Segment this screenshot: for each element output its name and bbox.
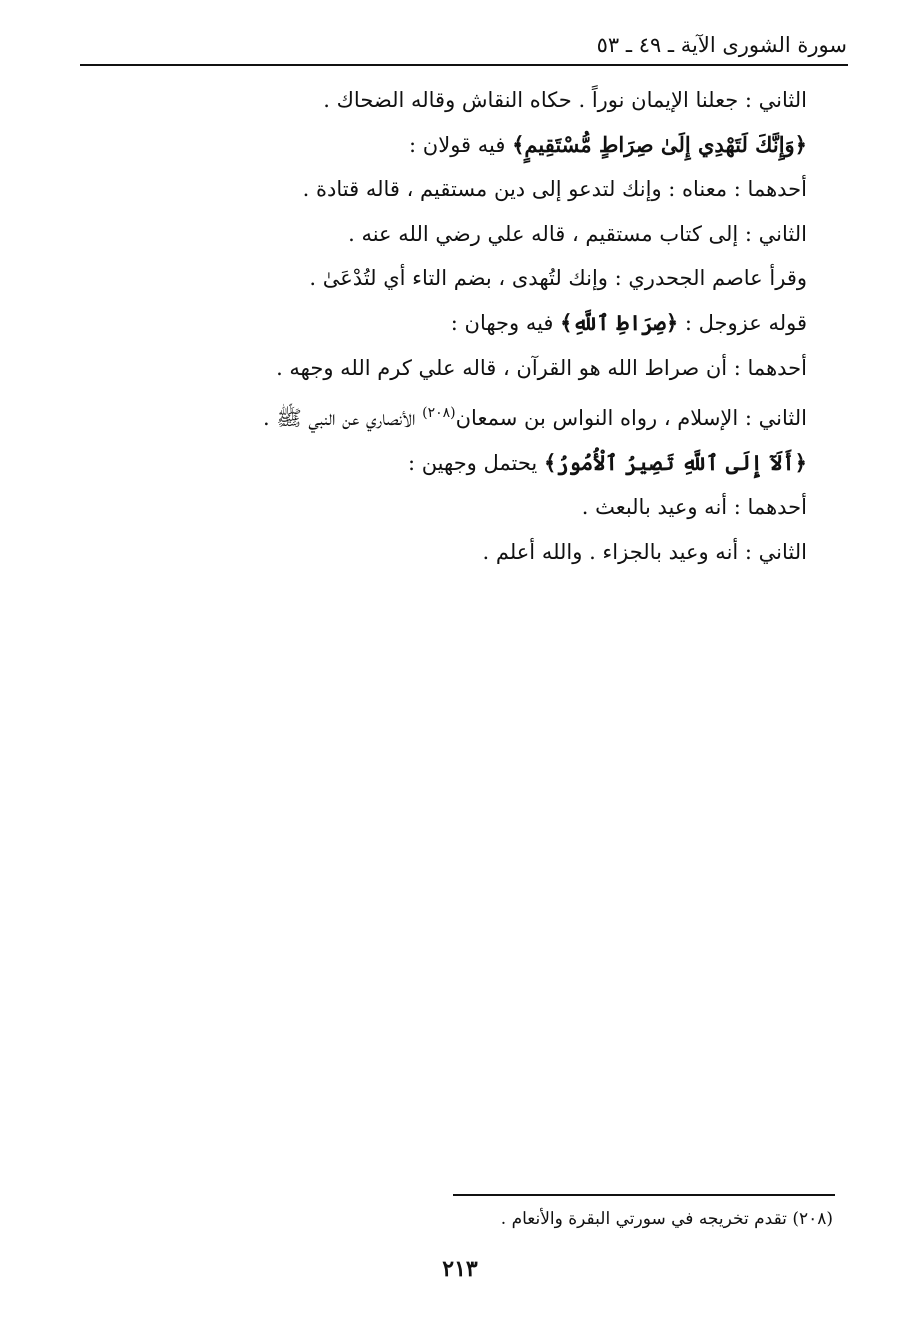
quran-verse: ﴿أَلَآ إِلَى ٱللَّهِ تَصِيرُ ٱلْأُمُورُ﴾: [543, 449, 807, 475]
page-number: ٢١٣: [442, 1256, 478, 1282]
text-line-3: أحدهما : معناه : وإنك لتدعو إلى دين مستقيم ، قاله قتادة .: [302, 177, 807, 202]
text-line-7: أحدهما : أن صراط الله هو القرآن ، قاله علي كرم الله وجهه .: [276, 355, 807, 380]
line-text: يحتمل وجهين :: [407, 450, 544, 475]
footnote: (٢٠٨) تقدم تخريجه في سورتي البقرة والأنعام .: [500, 1209, 833, 1229]
header-rule: [80, 64, 848, 66]
text-line-10: أحدهما : أنه وعيد بالبعث .: [581, 495, 807, 520]
footnote-rule: [453, 1194, 835, 1196]
text-line-5: وقرأ عاصم الجحدري : وإنك لتُهدى ، بضم التاء أي لتُدْعَىٰ .: [309, 266, 807, 291]
text-line-6: [117, 301, 807, 346]
line-text: الثاني : الإسلام ، رواه النواس بن سمعان: [455, 406, 807, 431]
line-text: الأنصاري عن النبي ﷺ .: [263, 406, 423, 431]
body-text: [117, 78, 807, 575]
line-text: فيه قولان :: [409, 132, 513, 157]
text-line-9: [117, 441, 807, 486]
line-text: قوله عزوجل :: [678, 310, 807, 335]
quran-verse: ﴿وَإِنَّكَ لَتَهْدِي إِلَىٰ صِرَاطٍ مُّسْتَقِيمٍ﴾: [512, 131, 807, 157]
line-text: فيه وجهان :: [450, 310, 561, 335]
text-line-1: الثاني : جعلنا الإيمان نوراً . حكاه النقاش وقاله الضحاك .: [323, 88, 807, 112]
running-header: سورة الشورى الآية ـ ٤٩ ـ ٥٣: [596, 33, 847, 57]
footnote-marker[interactable]: (٢٠٨): [422, 405, 456, 422]
quran-verse: ﴿صِرَاطِ ٱللَّهِ﴾: [560, 309, 679, 335]
text-line-11: الثاني : أنه وعيد بالجزاء . والله أعلم .: [482, 539, 807, 564]
text-line-2: [117, 123, 807, 168]
text-line-4: الثاني : إلى كتاب مستقيم ، قاله علي رضي الله عنه .: [348, 221, 807, 246]
text-line-8: [117, 396, 807, 441]
